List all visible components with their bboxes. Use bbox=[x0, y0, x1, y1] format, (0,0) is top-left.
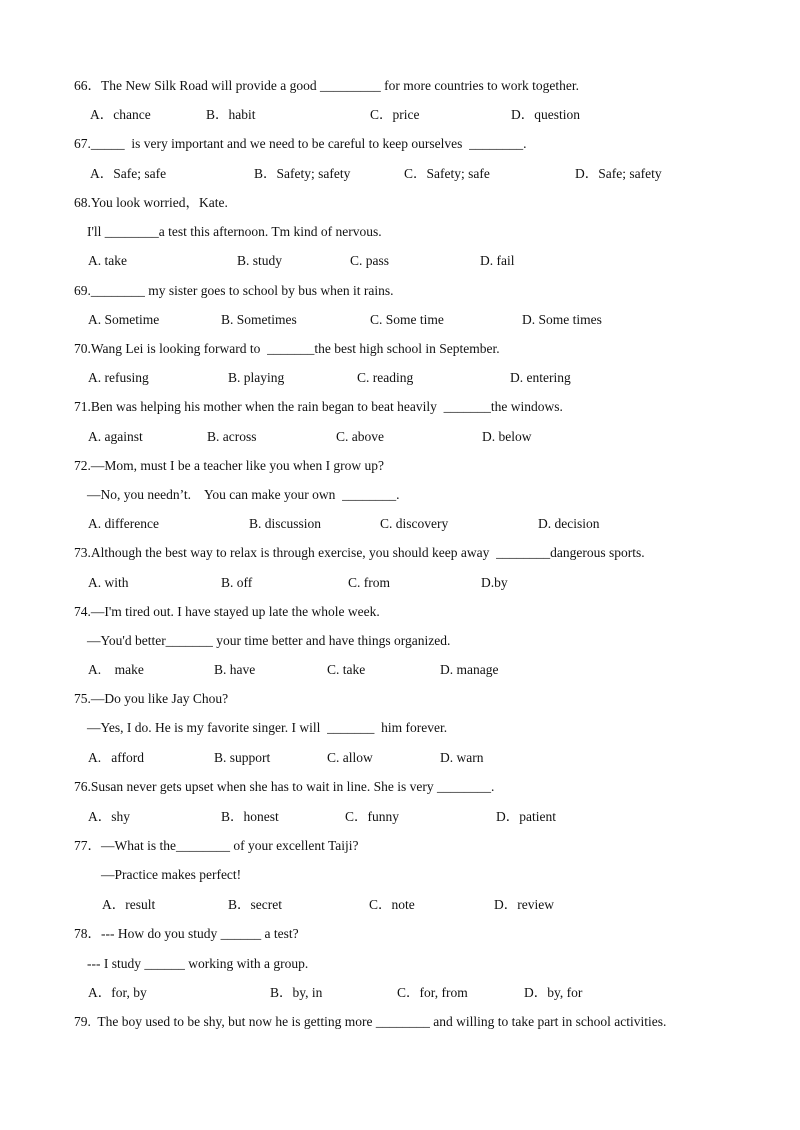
option-c: C. above bbox=[336, 429, 384, 444]
option-a: A. afford bbox=[88, 750, 144, 765]
question-stem: 66．The New Silk Road will provide a good _________ for more countries to work together. bbox=[74, 78, 580, 93]
question-stem-line-2: —You'd better_______ your time better and have things organized. bbox=[87, 633, 451, 648]
option-d: D．question bbox=[511, 107, 580, 122]
option-d: D. Some times bbox=[522, 312, 602, 327]
option-a: A．result bbox=[102, 897, 156, 912]
question-stem-line-2: —Practice makes perfect! bbox=[101, 867, 242, 882]
option-b: B．habit bbox=[206, 107, 256, 122]
option-a: A. refusing bbox=[88, 370, 149, 385]
option-c: C．funny bbox=[345, 809, 399, 824]
option-b: B．Safety; safety bbox=[254, 166, 351, 181]
option-a: A. take bbox=[88, 253, 127, 268]
option-a: A. with bbox=[88, 575, 129, 590]
option-b: B. across bbox=[207, 429, 257, 444]
option-c: C．price bbox=[370, 107, 420, 122]
option-a: A. difference bbox=[88, 516, 159, 531]
option-d: D. below bbox=[482, 429, 532, 444]
option-d: D. entering bbox=[510, 370, 571, 385]
question-stem: 71.Ben was helping his mother when the rain began to beat heavily _______the windows. bbox=[74, 399, 563, 414]
option-d: D. warn bbox=[440, 750, 484, 765]
option-b: B．by, in bbox=[270, 985, 323, 1000]
question-stem: 76.Susan never gets upset when she has to wait in line. She is very ________. bbox=[74, 779, 495, 794]
option-b: B．secret bbox=[228, 897, 282, 912]
question-stem: 72.—Mom, must I be a teacher like you when I grow up? bbox=[74, 458, 385, 473]
option-b: B. study bbox=[237, 253, 283, 268]
question-stem-line-2: —No, you needn’t. You can make your own ________. bbox=[87, 487, 400, 502]
question-stem-line-2: —Yes, I do. He is my favorite singer. I will _______ him forever. bbox=[87, 720, 448, 735]
option-c: C. discovery bbox=[380, 516, 449, 531]
option-d: D．review bbox=[494, 897, 554, 912]
question-stem: 70.Wang Lei is looking forward to _______the best high school in September. bbox=[74, 341, 500, 356]
option-b: B. support bbox=[214, 750, 271, 765]
option-c: C．for, from bbox=[397, 985, 468, 1000]
option-a: A．chance bbox=[90, 107, 151, 122]
option-c: C．note bbox=[369, 897, 415, 912]
option-c: C. take bbox=[327, 662, 366, 677]
option-a: A．Safe; safe bbox=[90, 166, 167, 181]
option-d: D. fail bbox=[480, 253, 515, 268]
question-stem-line-2: I'll ________a test this afternoon. Tm kind of nervous. bbox=[87, 224, 382, 239]
option-d: D．patient bbox=[496, 809, 556, 824]
option-c: C. pass bbox=[350, 253, 390, 268]
question-stem: 77．—What is the________ of your excellent Taiji? bbox=[74, 838, 359, 853]
question-stem: 78．--- How do you study ______ a test? bbox=[74, 926, 299, 941]
option-c: C. allow bbox=[327, 750, 373, 765]
question-stem: 79. The boy used to be shy, but now he is getting more ________ and willing to take part in school activities. bbox=[74, 1014, 667, 1029]
option-a: A. Sometime bbox=[88, 312, 160, 327]
option-c: C．Safety; safe bbox=[404, 166, 490, 181]
option-c: C. Some time bbox=[370, 312, 444, 327]
option-b: B. playing bbox=[228, 370, 285, 385]
option-d: D．Safe; safety bbox=[575, 166, 662, 181]
question-stem: 68.You look worried，Kate. bbox=[74, 195, 228, 210]
option-d: D. decision bbox=[538, 516, 600, 531]
option-d: D. manage bbox=[440, 662, 499, 677]
option-a: A. against bbox=[88, 429, 143, 444]
option-b: B. have bbox=[214, 662, 256, 677]
option-c: C. reading bbox=[357, 370, 414, 385]
option-d: D.by bbox=[481, 575, 508, 590]
question-stem: 73.Although the best way to relax is through exercise, you should keep away ________dangerous sports. bbox=[74, 545, 645, 560]
option-a: A．shy bbox=[88, 809, 131, 824]
option-d: D．by, for bbox=[524, 985, 583, 1000]
question-stem: 67._____ is very important and we need to be careful to keep ourselves ________. bbox=[74, 136, 527, 151]
question-stem: 74.—I'm tired out. I have stayed up late the whole week. bbox=[74, 604, 380, 619]
option-a: A. make bbox=[88, 662, 144, 677]
option-b: B. off bbox=[221, 575, 253, 590]
option-b: B．honest bbox=[221, 809, 279, 824]
option-b: B. discussion bbox=[249, 516, 322, 531]
option-b: B. Sometimes bbox=[221, 312, 297, 327]
option-a: A．for, by bbox=[88, 985, 147, 1000]
question-stem: 75.—Do you like Jay Chou? bbox=[74, 691, 229, 706]
question-stem: 69.________ my sister goes to school by bus when it rains. bbox=[74, 283, 394, 298]
question-stem-line-2: --- I study ______ working with a group. bbox=[87, 956, 309, 971]
option-c: C. from bbox=[348, 575, 390, 590]
